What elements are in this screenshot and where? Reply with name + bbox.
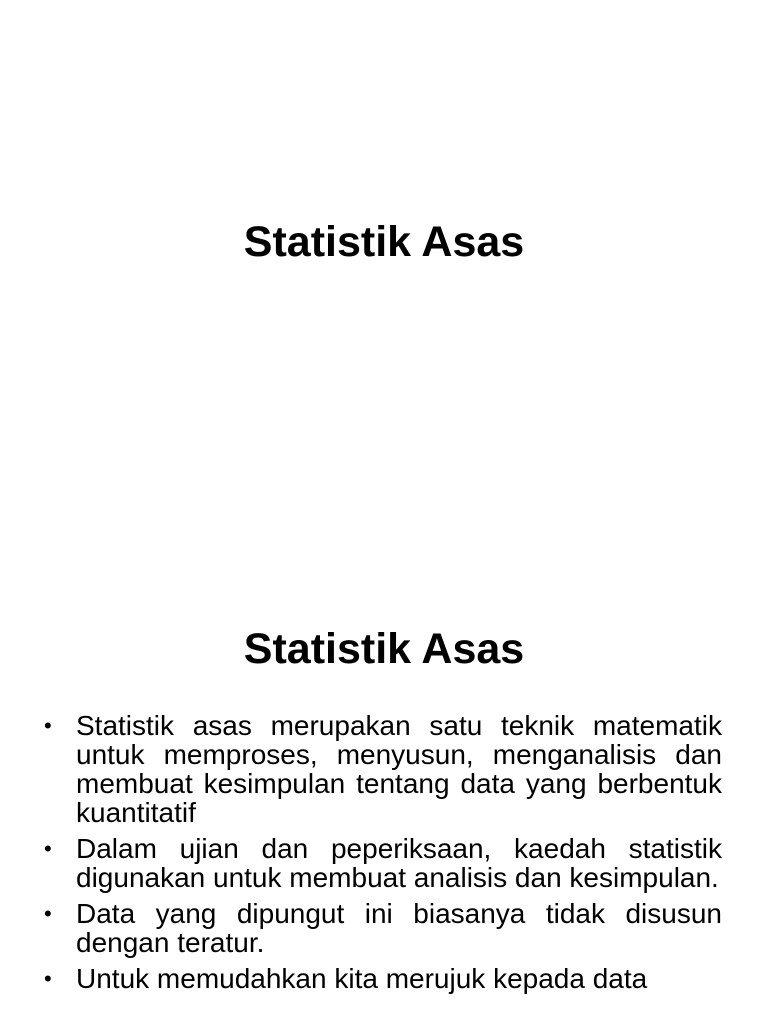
bullet-text: Statistik asas merupakan satu teknik matematik untuk memproses, menyusun, menganalisis dan membuat kesimpulan tentang data yang berbentuk kuantitatif xyxy=(76,710,722,828)
bullet-list xyxy=(44,711,722,1000)
bullet-text: Data yang dipungut ini biasanya tidak disusun dengan teratur. xyxy=(76,898,722,958)
bullet-icon: • xyxy=(44,901,52,926)
bullet-icon: • xyxy=(44,836,52,861)
bullet-text: Untuk memudahkan kita merujuk kepada data xyxy=(76,963,648,994)
list-item xyxy=(44,711,722,827)
slide-2-title: Statistik Asas xyxy=(243,625,525,673)
list-item xyxy=(44,964,722,993)
list-item xyxy=(44,899,722,957)
bullet-icon: • xyxy=(44,966,52,991)
slide-2 xyxy=(0,512,768,1024)
slide-1-title: Statistik Asas xyxy=(243,218,525,266)
bullet-icon: • xyxy=(44,713,52,738)
bullet-text: Dalam ujian dan peperiksaan, kaedah statistik digunakan untuk membuat analisis dan kesimpulan. xyxy=(76,833,722,893)
list-item xyxy=(44,834,722,892)
